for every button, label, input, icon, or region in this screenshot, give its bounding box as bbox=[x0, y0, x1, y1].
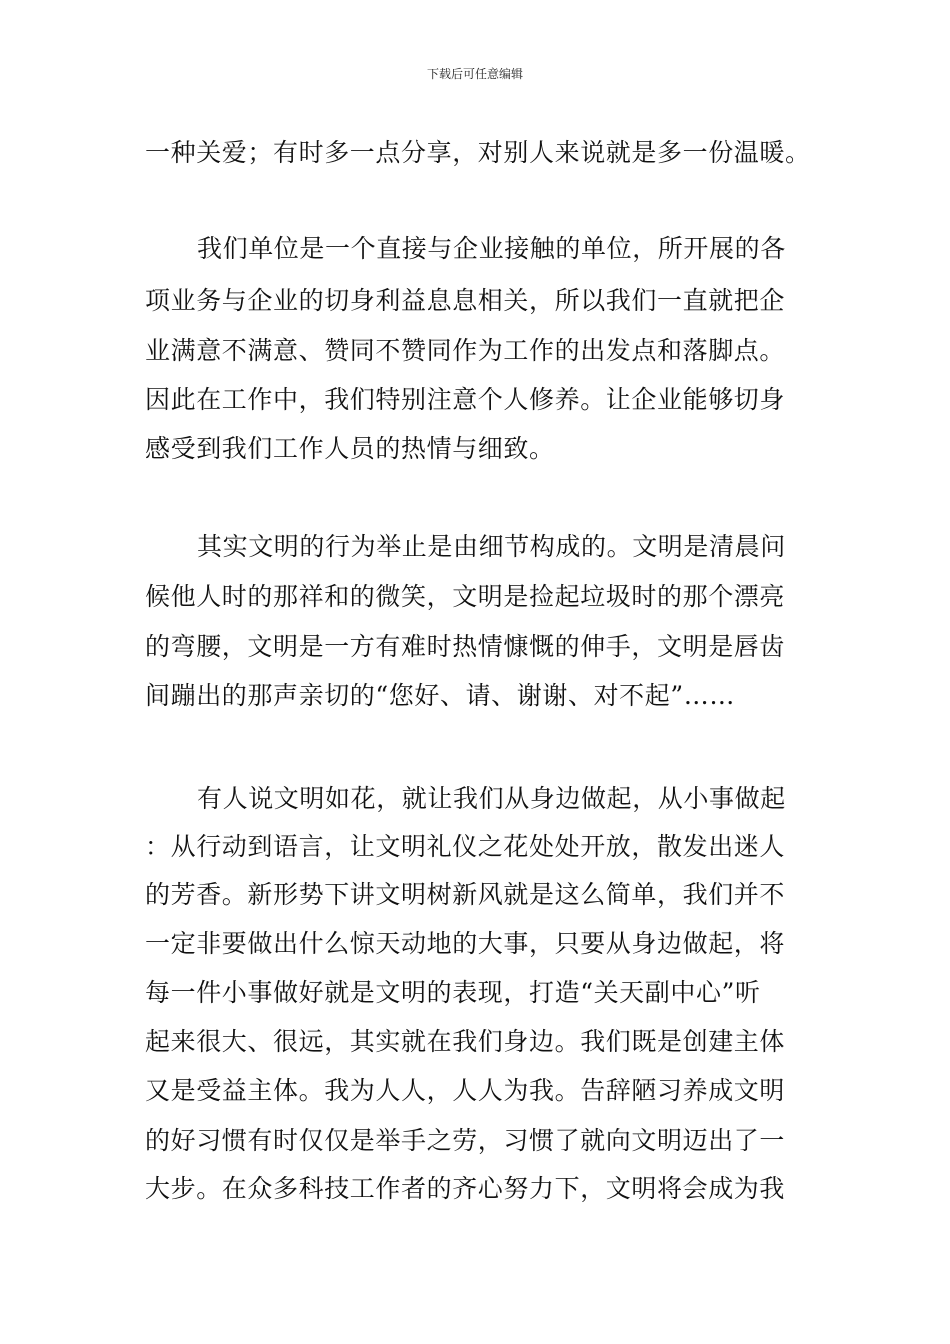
paragraph-4-line-3: 的芳香。新形势下讲文明树新风就是这么简单，我们并不 bbox=[145, 880, 786, 909]
paragraph-4-line-8: 的好习惯有时仅仅是举手之劳，习惯了就向文明迈出了一 bbox=[145, 1126, 786, 1155]
paragraph-2-line-5: 感受到我们工作人员的热情与细致。 bbox=[145, 434, 555, 463]
paragraph-4-line-4: 一定非要做出什么惊天动地的大事，只要从身边做起，将 bbox=[145, 929, 786, 958]
paragraph-4-line-7: 又是受益主体。我为人人，人人为我。告辞陋习养成文明 bbox=[145, 1076, 786, 1105]
paragraph-2-line-4: 因此在工作中，我们特别注意个人修养。让企业能够切身 bbox=[145, 385, 786, 414]
paragraph-3-line-4: 间蹦出的那声亲切的“您好、请、谢谢、对不起”…… bbox=[145, 681, 735, 710]
paragraph-4-line-2: ：从行动到语言，让文明礼仪之花处处开放，散发出迷人 bbox=[145, 832, 786, 861]
paragraph-2-line-3: 业满意不满意、赞同不赞同作为工作的出发点和落脚点。 bbox=[145, 336, 786, 365]
paragraph-4-line-1: 有人说文明如花，就让我们从身边做起，从小事做起 bbox=[197, 784, 786, 813]
paragraph-2-line-1: 我们单位是一个直接与企业接触的单位，所开展的各 bbox=[197, 234, 786, 263]
paragraph-3-line-1: 其实文明的行为举止是由细节构成的。文明是清晨问 bbox=[197, 532, 786, 561]
paragraph-1-line-1: 一种关爱；有时多一点分享，对别人来说就是多一份温暖。 bbox=[145, 138, 811, 167]
paragraph-4-line-5: 每一件小事做好就是文明的表现，打造“关天副中心”听 bbox=[145, 978, 761, 1007]
paragraph-3-line-3: 的弯腰，文明是一方有难时热情慷慨的伸手，文明是唇齿 bbox=[145, 632, 786, 661]
paragraph-4-line-9: 大步。在众多科技工作者的齐心努力下，文明将会成为我 bbox=[145, 1174, 786, 1203]
page-header: 下载后可任意编辑 bbox=[426, 67, 523, 81]
paragraph-4-line-6: 起来很大、很远，其实就在我们身边。我们既是创建主体 bbox=[145, 1027, 786, 1056]
paragraph-3-line-2: 候他人时的那祥和的微笑，文明是捡起垃圾时的那个漂亮 bbox=[145, 582, 786, 611]
paragraph-2-line-2: 项业务与企业的切身利益息息相关，所以我们一直就把企 bbox=[145, 286, 786, 315]
